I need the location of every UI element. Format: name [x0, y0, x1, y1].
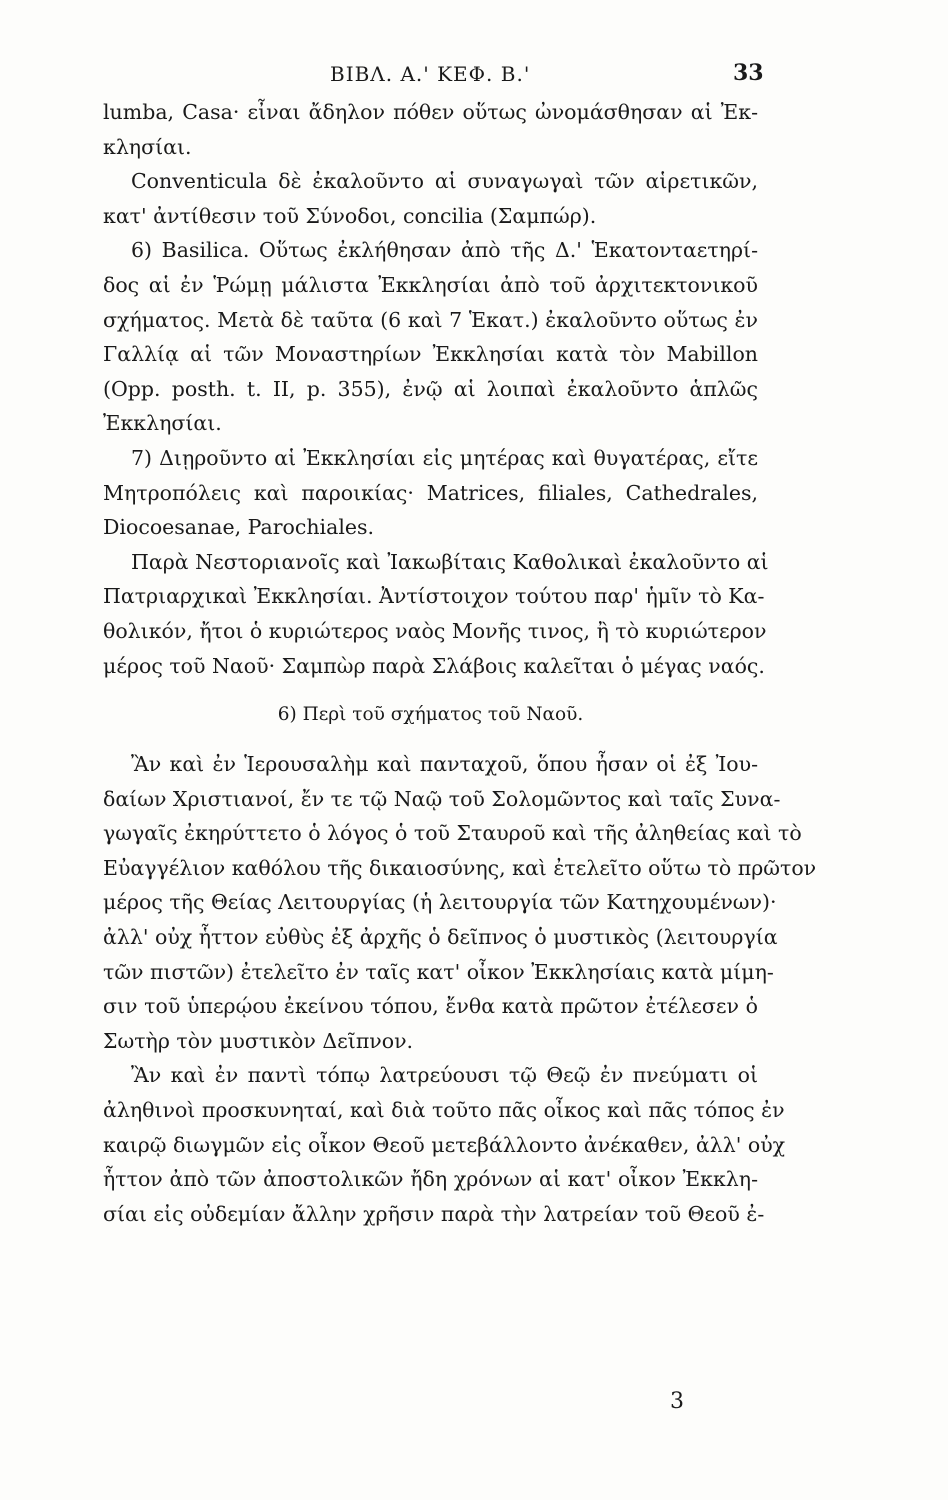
text-line: τῶν πιστῶν) ἐτελεῖτο ἐν ταῖς κατ' οἶκον Ἐκκλησίαις κατὰ μίμη- — [103, 959, 774, 984]
text-line: καιρῷ διωγμῶν εἰς οἶκον Θεοῦ μετεβάλλοντο ἀνέκαθεν, ἀλλ' οὐχ — [103, 1132, 786, 1157]
text-line: Μητροπόλεις καὶ παροικίας· Matrices, filiales, Cathedrales, — [103, 480, 758, 505]
text-line: Παρὰ Νεστοριανοῖς καὶ Ἰακωβίταις Καθολικαὶ ἐκαλοῦντο αἱ — [131, 549, 769, 574]
text-line: γωγαῖς ἐκηρύττετο ὁ λόγος ὁ τοῦ Σταυροῦ καὶ τῆς ἀληθείας καὶ τὸ — [103, 821, 802, 846]
text-line: lumba, Casa· εἶναι ἄδηλον πόθεν οὕτως ὠνομάσθησαν αἱ Ἐκ- — [103, 100, 758, 124]
text-line: Εὐαγγέλιον καθόλου τῆς δικαιοσύνης, καὶ ἐτελεῖτο οὕτω τὸ πρῶτον — [103, 855, 817, 880]
text-line: (Opp. posth. t. II, p. 355), ἐνῷ αἱ λοιπαὶ ἐκαλοῦντο ἁπλῶς — [103, 376, 758, 401]
page-number: 33 — [733, 60, 764, 86]
page-header — [0, 58, 948, 92]
text-line: σιν τοῦ ὑπερῴου ἐκείνου τόπου, ἔνθα κατὰ πρῶτον ἐτέλεσεν ὁ — [103, 994, 758, 1019]
text-line: Conventicula δὲ ἐκαλοῦντο αἱ συναγωγαὶ τῶν αἱρετικῶν, — [131, 169, 758, 194]
text-line: Γαλλίᾳ αἱ τῶν Μοναστηρίων Ἐκκλησίαι κατὰ τὸν Mabillon — [103, 342, 758, 367]
text-line: ἀληθινοὶ προσκυνηταί, καὶ διὰ τοῦτο πᾶς οἶκος καὶ πᾶς τόπος ἐν — [103, 1098, 785, 1123]
text-line: Σωτὴρ τὸν μυστικὸν Δεῖπνον. — [103, 1028, 414, 1053]
text-line: Ἂν καὶ ἐν παντὶ τόπῳ λατρεύουσι τῷ Θεῷ ἐν πνεύματι οἱ — [131, 1063, 758, 1088]
signature-mark: 3 — [670, 1389, 684, 1414]
text-line: ἀλλ' οὐχ ἧττον εὐθὺς ἐξ ἀρχῆς ὁ δεῖπνος ὁ μυστικὸς (λειτουργία — [103, 925, 778, 950]
text-line: μέρος τῆς Θείας Λειτουργίας (ἡ λειτουργία τῶν Κατηχουμένων)· — [103, 890, 777, 915]
text-line: σίαι εἰς οὐδεμίαν ἄλλην χρῆσιν παρὰ τὴν λατρείαν τοῦ Θεοῦ ἐ- — [103, 1201, 765, 1226]
text-line: 7) Διῃροῦντο αἱ Ἐκκλησίαι εἰς μητέρας καὶ θυγατέρας, εἴτε — [131, 445, 758, 470]
text-line: κατ' ἀντίθεσιν τοῦ Σύνοδοι, concilia (Σαμπώρ). — [103, 203, 597, 228]
text-line: 6) Basilica. Οὕτως ἐκλήθησαν ἀπὸ τῆς Δ.' Ἑκατονταετηρί- — [131, 238, 758, 263]
text-line: Diocoesanae, Parochiales. — [103, 515, 375, 540]
text-line: κλησίαι. — [103, 134, 192, 159]
text-line: δαίων Χριστιανοί, ἔν τε τῷ Ναῷ τοῦ Σολομῶντος καὶ ταῖς Συνα- — [103, 786, 781, 811]
text-line: δος αἱ ἐν Ῥώμῃ μάλιστα Ἐκκλησίαι ἀπὸ τοῦ ἀρχιτεκτονικοῦ — [103, 272, 758, 297]
text-line: Ἐκκλησίαι. — [103, 411, 222, 436]
text-line: μέρος τοῦ Ναοῦ· Σαμπὼρ παρὰ Σλάβοις καλεῖται ὁ μέγας ναός. — [103, 653, 765, 678]
running-head: ΒΙΒΛ. Α.' ΚΕΦ. Β.' — [330, 62, 531, 86]
body-text — [103, 95, 817, 1231]
section-heading: 6) Περὶ τοῦ σχήματος τοῦ Ναοῦ. — [277, 704, 584, 726]
text-line: Ἂν καὶ ἐν Ἱερουσαλὴμ καὶ πανταχοῦ, ὅπου ἦσαν οἱ ἐξ Ἰου- — [131, 752, 758, 777]
text-line: ἧττον ἀπὸ τῶν ἀποστολικῶν ἤδη χρόνων αἱ κατ' οἶκον Ἐκκλη- — [103, 1167, 758, 1192]
text-line: Πατριαρχικαὶ Ἐκκλησίαι. Ἀντίστοιχον τούτου παρ' ἡμῖν τὸ Κα- — [103, 584, 765, 609]
text-line: σχήματος. Μετὰ δὲ ταῦτα (6 καὶ 7 Ἑκατ.) ἐκαλοῦντο οὕτως ἐν — [103, 307, 758, 332]
text-line: θολικόν, ἤτοι ὁ κυριώτερος ναὸς Μονῆς τινος, ἢ τὸ κυριώτερον — [103, 618, 767, 643]
